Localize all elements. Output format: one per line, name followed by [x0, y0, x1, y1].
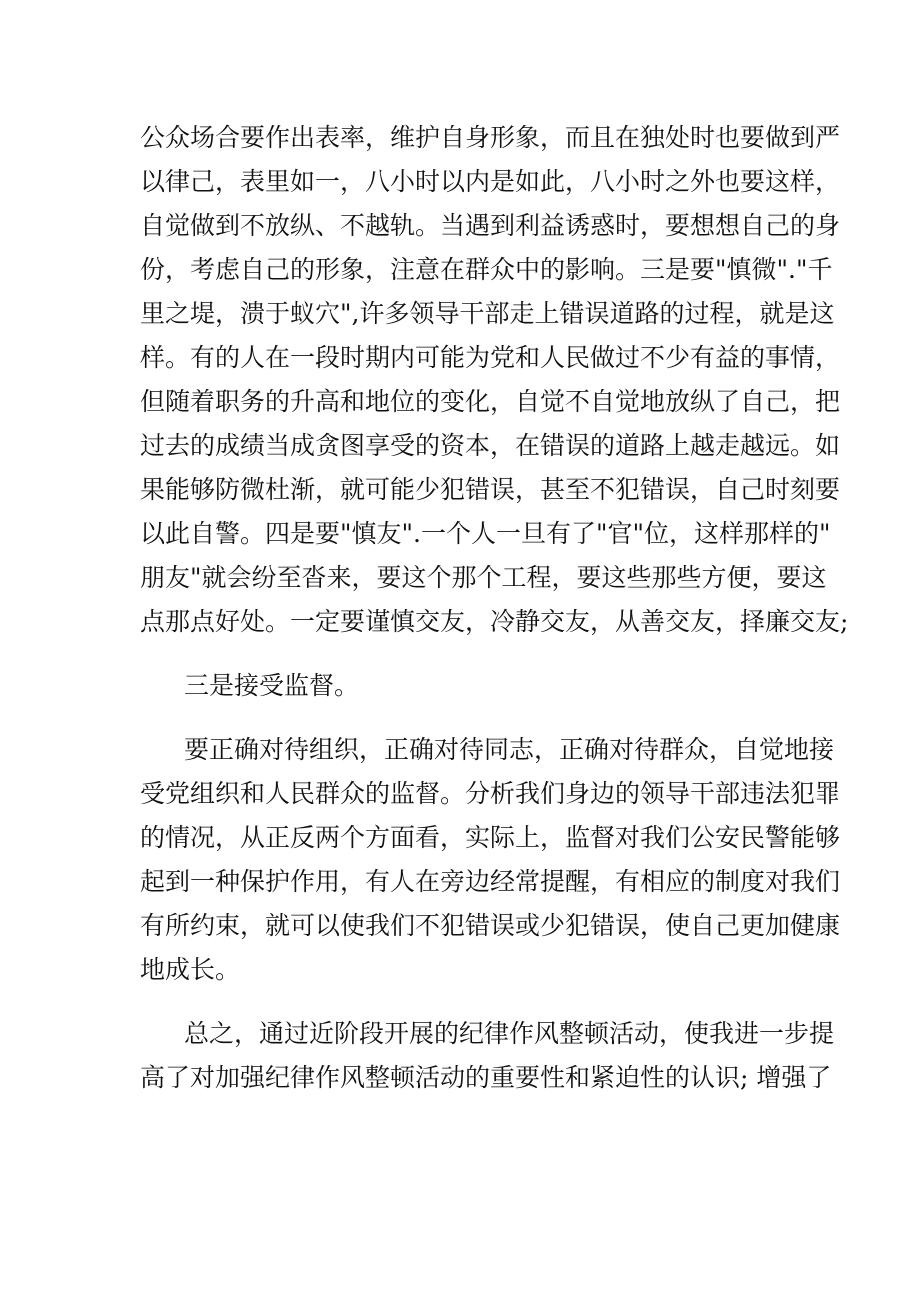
text-line: 果能够防微杜渐，就可能少犯错误，甚至不犯错误，自己时刻要 [140, 475, 841, 504]
text-line: 总之，通过近阶段开展的纪律作风整顿活动，使我进一步提 [184, 1019, 835, 1048]
text-line: 里之堤，溃于蚁穴",许多领导干部走上错误道路的过程，就是这 [140, 299, 835, 328]
text-line: 公众场合要作出表率，维护自身形象，而且在独处时也要做到严 [140, 123, 841, 152]
text-line: 份，考虑自己的形象，注意在群众中的影响。三是要"慎微"."千 [140, 255, 833, 284]
text-line: 样。有的人在一段时期内可能为党和人民做过不少有益的事情， [140, 343, 841, 372]
text-line: 受党组织和人民群众的监督。分析我们身边的领导干部违法犯罪 [140, 779, 841, 808]
text-line: 以律己，表里如一，八小时以内是如此，八小时之外也要这样， [140, 167, 841, 196]
text-line: 朋友"就会纷至沓来，要这个那个工程，要这些那些方便，要这 [140, 563, 827, 592]
text-line: 起到一种保护作用，有人在旁边经常提醒，有相应的制度对我们 [140, 867, 841, 896]
text-line: 但随着职务的升高和地位的变化，自觉不自觉地放纵了自己，把 [140, 387, 841, 416]
section-heading-supervision [140, 664, 792, 708]
text-line: 有所约束，就可以使我们不犯错误或少犯错误，使自己更加健康 [140, 911, 841, 940]
text-line: 要正确对待组织，正确对待同志，正确对待群众，自觉地接 [184, 735, 835, 764]
heading-text: 三是接受监督。 [184, 671, 360, 700]
paragraph-supervision [140, 728, 841, 992]
text-line: 的情况，从正反两个方面看，实际上，监督对我们公安民警能够 [140, 823, 841, 852]
text-line: 自觉做到不放纵、不越轨。当遇到利益诱惑时，要想想自己的身 [140, 211, 841, 240]
text-line: 地成长。 [140, 955, 241, 984]
text-line: 过去的成绩当成贪图享受的资本，在错误的道路上越走越远。如 [140, 431, 841, 460]
document-body [140, 116, 849, 1100]
text-line: 高了对加强纪律作风整顿活动的重要性和紧迫性的认识; 增强了 [140, 1063, 832, 1092]
paragraph-self-discipline [140, 116, 849, 644]
paragraph-conclusion [140, 1012, 835, 1100]
text-line: 以此自警。四是要"慎友".一个人一旦有了"官"位，这样那样的" [140, 519, 831, 548]
text-line: 点那点好处。一定要谨慎交友，冷静交友，从善交友，择廉交友; [140, 607, 849, 636]
